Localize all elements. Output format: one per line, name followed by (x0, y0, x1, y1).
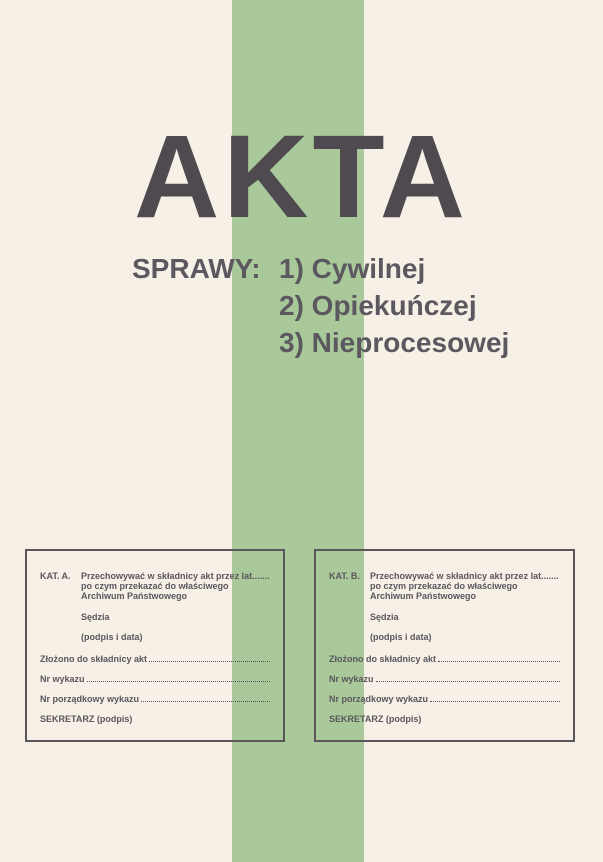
order-number-field[interactable] (329, 693, 560, 704)
category-label: KAT. B. (329, 571, 360, 581)
case-type-guardianship: 2) Opiekuńczej (279, 290, 477, 321)
order-number-label: Nr porządkowy wykazu (329, 694, 429, 704)
judge-label: Sędzia (81, 612, 110, 622)
category-label: KAT. A. (40, 571, 71, 581)
signature-label: (podpis i data) (81, 632, 143, 642)
archive-box-kat-b (314, 549, 575, 742)
storage-instruction (370, 571, 559, 601)
instruction-line: po czym przekazać do właściwego (370, 581, 518, 591)
dotted-line (87, 681, 270, 682)
storage-instruction (81, 571, 270, 601)
dotted-line (430, 701, 560, 702)
sprawy-label: SPRAWY: (132, 253, 261, 284)
instruction-line: po czym przekazać do właściwego (81, 581, 229, 591)
archive-box-kat-a (25, 549, 285, 742)
judge-label: Sędzia (370, 612, 399, 622)
dotted-line (149, 661, 270, 662)
list-number-field[interactable] (40, 673, 270, 684)
dotted-line (438, 661, 560, 662)
dotted-line (376, 681, 560, 682)
deposited-label: Złożono do składnicy akt (40, 654, 148, 664)
document-title: AKTA (134, 111, 469, 243)
secretary-label: SEKRETARZ (podpis) (40, 714, 133, 724)
secretary-label: SEKRETARZ (podpis) (329, 714, 422, 724)
deposited-label: Złożono do składnicy akt (329, 654, 437, 664)
order-number-label: Nr porządkowy wykazu (40, 694, 140, 704)
instruction-line: Przechowywać w składnicy akt przez lat....... (81, 571, 270, 581)
instruction-line: Przechowywać w składnicy akt przez lat....... (370, 571, 559, 581)
instruction-line: Archiwum Państwowego (370, 591, 477, 601)
list-number-label: Nr wykazu (329, 674, 374, 684)
instruction-line: Archiwum Państwowego (81, 591, 188, 601)
order-number-field[interactable] (40, 693, 270, 704)
list-number-label: Nr wykazu (40, 674, 85, 684)
deposited-field[interactable] (40, 653, 270, 664)
deposited-field[interactable] (329, 653, 560, 664)
signature-label: (podpis i data) (370, 632, 432, 642)
case-type-non-contentious: 3) Nieprocesowej (279, 327, 510, 358)
case-type-civil: 1) Cywilnej (279, 253, 426, 284)
list-number-field[interactable] (329, 673, 560, 684)
dotted-line (141, 701, 270, 702)
